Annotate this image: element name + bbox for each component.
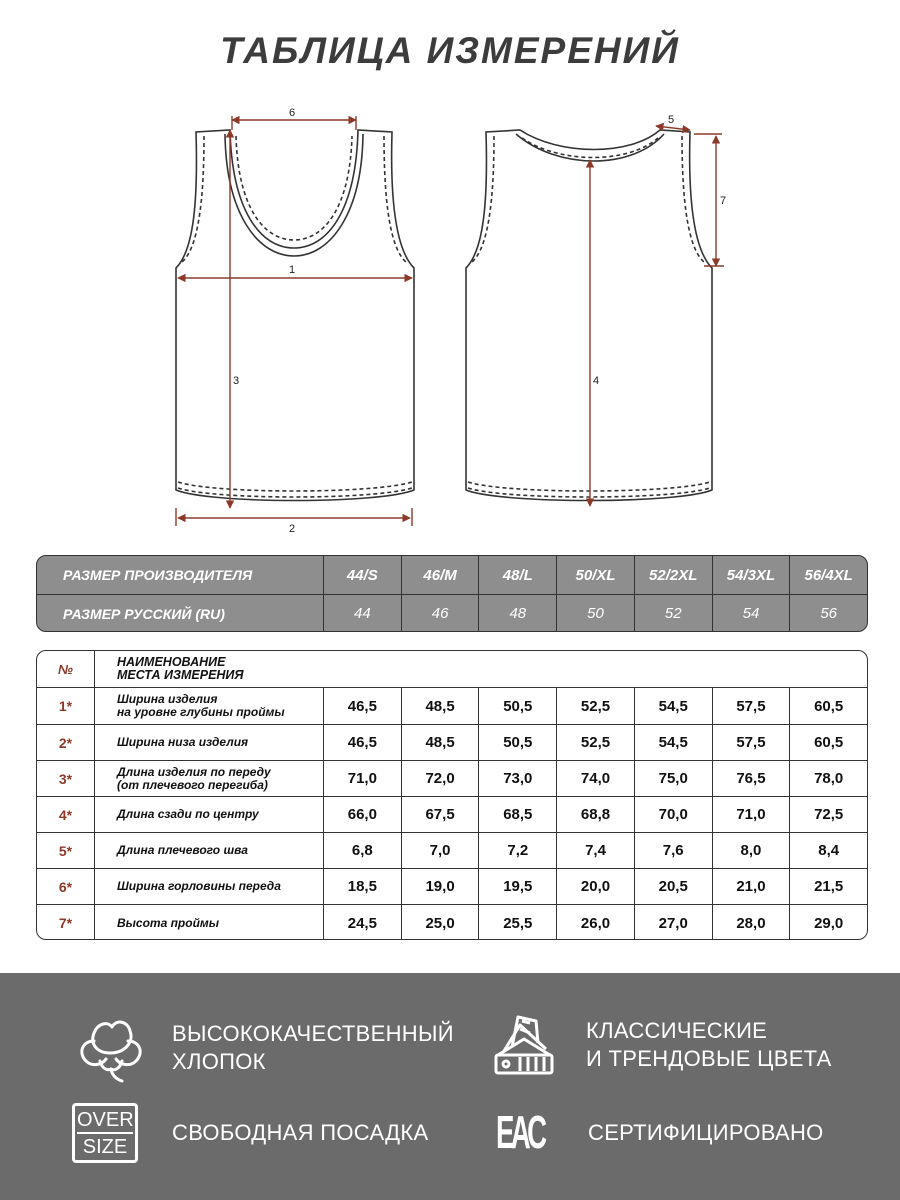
- row-value: 76,5: [712, 761, 790, 796]
- manufacturer-size-cell: 48/L: [478, 556, 556, 594]
- row-value: 20,5: [634, 869, 712, 904]
- eac-certification-icon: EAC: [496, 1106, 544, 1158]
- feature-certified-text: СЕРТИФИЦИРОВАНО: [588, 1120, 824, 1145]
- row-value: 18,5: [323, 869, 401, 904]
- row-value: 8,4: [789, 833, 867, 868]
- row-value: 54,5: [634, 688, 712, 724]
- row-value: 71,0: [712, 797, 790, 832]
- row-value: 26,0: [556, 905, 634, 940]
- label-7: 7: [720, 195, 727, 207]
- row-value: 66,0: [323, 797, 401, 832]
- row-value: 7,6: [634, 833, 712, 868]
- manufacturer-size-cell: 52/2XL: [634, 556, 712, 594]
- manufacturer-size-label: РАЗМЕР ПРОИЗВОДИТЕЛЯ: [63, 567, 253, 583]
- row-value: 68,5: [478, 797, 556, 832]
- row-value: 57,5: [712, 725, 790, 760]
- row-number: 1*: [37, 688, 95, 724]
- row-number: 7*: [37, 905, 95, 940]
- manufacturer-size-cell: 54/3XL: [712, 556, 790, 594]
- row-value: 72,5: [789, 797, 867, 832]
- row-value: 68,8: [556, 797, 634, 832]
- label-5: 5: [668, 114, 675, 126]
- table-row: [37, 868, 867, 904]
- row-value: 48,5: [401, 688, 479, 724]
- manufacturer-size-cell: 50/XL: [556, 556, 634, 594]
- row-value: 48,5: [401, 725, 479, 760]
- row-value: 20,0: [556, 869, 634, 904]
- oversize-icon-line-1: OVER: [77, 1108, 133, 1134]
- row-value: 74,0: [556, 761, 634, 796]
- row-number: 4*: [37, 797, 95, 832]
- row-value: 27,0: [634, 905, 712, 940]
- row-value: 54,5: [634, 725, 712, 760]
- tank-front-drawing: [176, 130, 414, 501]
- row-value: 78,0: [789, 761, 867, 796]
- row-value: 7,0: [401, 833, 479, 868]
- row-name: Длина сзади по центру: [117, 807, 259, 821]
- table-row: [37, 687, 867, 724]
- label-1: 1: [289, 264, 296, 276]
- feature-colors-text: КЛАССИЧЕСКИЕ И ТРЕНДОВЫЕ ЦВЕТА: [586, 1018, 832, 1071]
- russian-size-cell: 52: [634, 595, 712, 632]
- row-value: 19,0: [401, 869, 479, 904]
- row-name: Длина изделия по переду (от плечевого перегиба): [117, 764, 271, 792]
- russian-size-row: [37, 594, 867, 632]
- header-measurement-name: НАИМЕНОВАНИЕ МЕСТА ИЗМЕРЕНИЯ: [117, 655, 244, 682]
- table-row: [37, 904, 867, 940]
- color-swatch-fan-icon: [490, 1013, 556, 1079]
- row-value: 73,0: [478, 761, 556, 796]
- row-name: Ширина горловины переда: [117, 879, 281, 893]
- feature-fit-text: СВОБОДНАЯ ПОСАДКА: [172, 1120, 429, 1145]
- row-value: 24,5: [323, 905, 401, 940]
- size-header-table: [36, 555, 868, 632]
- row-name: Ширина низа изделия: [117, 735, 249, 749]
- manufacturer-size-cell: 46/M: [401, 556, 479, 594]
- row-name: Ширина изделия на уровне глубины проймы: [117, 692, 285, 719]
- row-value: 7,2: [478, 833, 556, 868]
- row-value: 46,5: [323, 688, 401, 724]
- manufacturer-size-cell: 44/S: [323, 556, 401, 594]
- oversize-icon-line-2: SIZE: [82, 1136, 128, 1158]
- russian-size-cell: 54: [712, 595, 790, 632]
- table-row: [37, 832, 867, 868]
- row-value: 8,0: [712, 833, 790, 868]
- russian-size-cell: 48: [478, 595, 556, 632]
- label-6: 6: [289, 107, 296, 119]
- row-value: 52,5: [556, 725, 634, 760]
- page-title: ТАБЛИЦА ИЗМЕРЕНИЙ: [220, 30, 680, 71]
- row-value: 21,0: [712, 869, 790, 904]
- row-value: 60,5: [789, 725, 867, 760]
- row-value: 46,5: [323, 725, 401, 760]
- row-number: 3*: [37, 761, 95, 796]
- row-name: Высота проймы: [117, 915, 220, 930]
- row-value: 7,4: [556, 833, 634, 868]
- row-value: 25,0: [401, 905, 479, 940]
- row-value: 6,8: [323, 833, 401, 868]
- row-value: 75,0: [634, 761, 712, 796]
- row-value: 57,5: [712, 688, 790, 724]
- row-value: 28,0: [712, 905, 790, 940]
- row-value: 60,5: [789, 688, 867, 724]
- label-3: 3: [233, 375, 240, 387]
- measurement-table-header: [37, 651, 867, 687]
- russian-size-cell: 44: [323, 595, 401, 632]
- table-row: [37, 796, 867, 832]
- row-number: 6*: [37, 869, 95, 904]
- label-2: 2: [289, 523, 296, 535]
- row-value: 50,5: [478, 688, 556, 724]
- label-4: 4: [593, 375, 600, 387]
- russian-size-cell: 50: [556, 595, 634, 632]
- garment-measurement-diagram: [0, 90, 900, 550]
- row-value: 29,0: [789, 905, 867, 940]
- russian-size-cell: 56: [789, 595, 867, 632]
- table-row: [37, 724, 867, 760]
- table-row: [37, 760, 867, 796]
- row-value: 25,5: [478, 905, 556, 940]
- features-band: [0, 973, 900, 1200]
- russian-size-label: РАЗМЕР РУССКИЙ (RU): [63, 605, 225, 622]
- row-value: 72,0: [401, 761, 479, 796]
- manufacturer-size-cell: 56/4XL: [789, 556, 867, 594]
- row-value: 70,0: [634, 797, 712, 832]
- oversize-icon: [72, 1103, 138, 1163]
- manufacturer-size-row: [37, 556, 867, 594]
- row-number: 2*: [37, 725, 95, 760]
- cotton-flower-icon: [70, 1013, 152, 1083]
- row-number: 5*: [37, 833, 95, 868]
- row-value: 67,5: [401, 797, 479, 832]
- row-name: Длина плечевого шва: [117, 843, 248, 857]
- row-value: 50,5: [478, 725, 556, 760]
- measurement-table: [36, 650, 868, 940]
- tank-back-drawing: [466, 130, 712, 501]
- header-number: №: [37, 651, 95, 687]
- row-value: 21,5: [789, 869, 867, 904]
- row-value: 19,5: [478, 869, 556, 904]
- row-value: 71,0: [323, 761, 401, 796]
- russian-size-cell: 46: [401, 595, 479, 632]
- row-value: 52,5: [556, 688, 634, 724]
- feature-cotton-text: ВЫСОКОКАЧЕСТВЕННЫЙ ХЛОПОК: [172, 1021, 454, 1074]
